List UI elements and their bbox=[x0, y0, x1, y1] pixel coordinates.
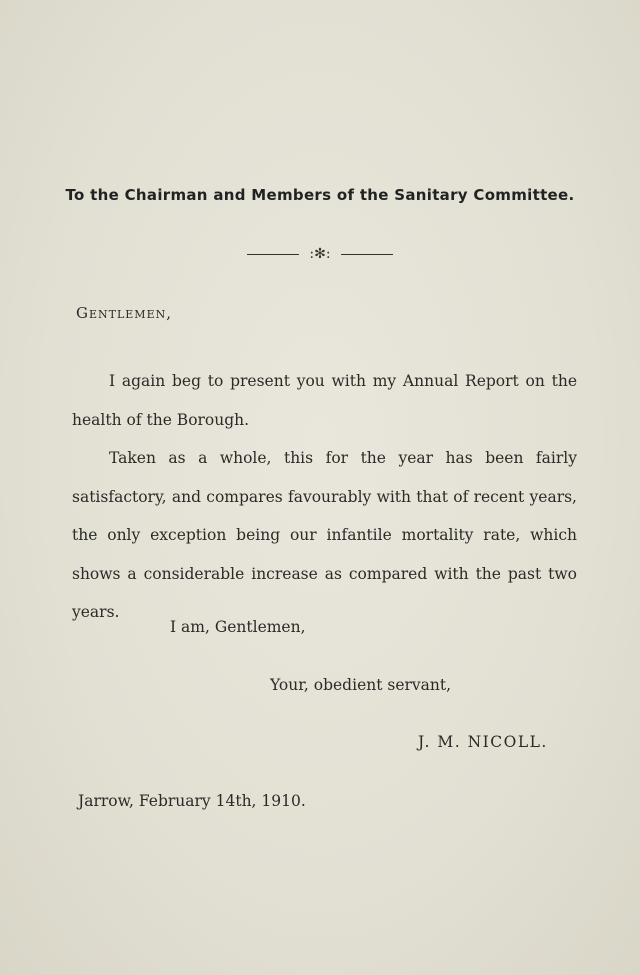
signature: J. M. NICOLL. bbox=[418, 733, 548, 751]
paragraph-assessment: Taken as a whole, this for the year has been fairly satisfactory, and compares favourably with that of recent years, the only exception being our infantile mortality rate, which shows a considerable increase as compared with the past two years. bbox=[72, 449, 577, 621]
letter-body bbox=[72, 362, 577, 632]
dateline: Jarrow, February 14th, 1910. bbox=[78, 792, 306, 810]
paragraph-report-intro: I again beg to present you with my Annual Report on the health of the Borough. bbox=[72, 372, 577, 429]
ornament-divider bbox=[0, 246, 640, 262]
asterism-icon: :✻: bbox=[309, 246, 331, 262]
divider-rule-left bbox=[247, 254, 299, 255]
signoff-line: Your, obedient servant, bbox=[270, 676, 452, 694]
letter-heading: To the Chairman and Members of the Sanitary Committee. bbox=[65, 186, 575, 204]
closing-line: I am, Gentlemen, bbox=[170, 618, 306, 636]
salutation: Gentlemen, bbox=[76, 304, 172, 322]
divider-rule-right bbox=[341, 254, 393, 255]
